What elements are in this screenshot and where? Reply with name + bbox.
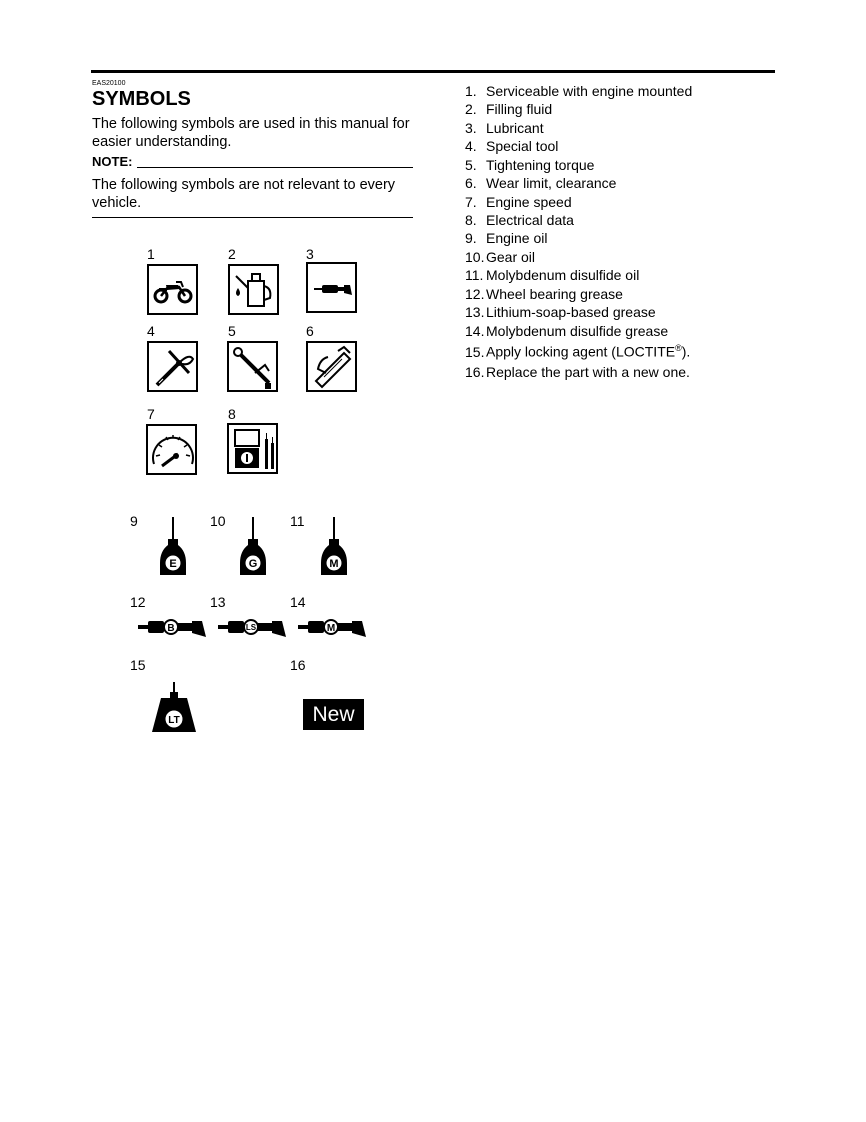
grease-gun-icon <box>306 262 357 313</box>
symbol-number: 12 <box>130 594 146 610</box>
oil-bottle-icon <box>158 517 188 577</box>
item-number: 14. <box>465 323 485 339</box>
item-text: Special tool <box>486 138 559 154</box>
item-text: Molybdenum disulfide oil <box>486 267 640 283</box>
list-item <box>465 230 548 248</box>
list-item <box>465 212 574 230</box>
list-item <box>465 101 552 119</box>
symbol-number: 3 <box>306 246 314 262</box>
item-text: Wheel bearing grease <box>486 286 623 302</box>
list-item <box>465 267 639 285</box>
item-text: Tightening torque <box>486 157 595 173</box>
symbol-number: 13 <box>210 594 226 610</box>
list-item <box>465 194 572 212</box>
oil-can-icon <box>228 264 279 315</box>
symbol-number: 4 <box>147 323 155 339</box>
oil-bottle-icon <box>238 517 268 577</box>
item-number: 5. <box>465 157 477 173</box>
item-text: Lubricant <box>486 120 544 136</box>
registered-mark: ® <box>675 343 682 353</box>
symbol-number: 5 <box>228 323 236 339</box>
item-text: Lithium-soap-based grease <box>486 304 656 320</box>
symbol-number: 7 <box>147 406 155 422</box>
locking-agent-bottle-icon <box>151 682 197 734</box>
item-text: Serviceable with engine mounted <box>486 83 693 99</box>
symbol-number: 6 <box>306 323 314 339</box>
torque-wrench-icon <box>227 341 278 392</box>
tachometer-icon <box>146 424 197 475</box>
item-text: Electrical data <box>486 212 574 228</box>
item-text: Replace the part with a new one. <box>486 364 690 380</box>
note-label: NOTE: <box>92 154 133 169</box>
special-tool-icon <box>147 341 198 392</box>
item-number: 13. <box>465 304 485 320</box>
new-part-badge: New <box>303 699 364 730</box>
section-code: EAS20100 <box>92 80 126 87</box>
item-number: 2. <box>465 101 477 117</box>
item-number: 4. <box>465 138 477 154</box>
note-text: The following symbols are not relevant to every vehicle. <box>92 177 396 211</box>
caliper-icon <box>306 341 357 392</box>
symbol-number: 2 <box>228 246 236 262</box>
item-text: Wear limit, clearance <box>486 175 617 191</box>
list-item <box>465 249 535 267</box>
bottle-letter: E <box>169 558 177 570</box>
list-item <box>465 157 594 175</box>
list-item <box>465 175 616 193</box>
item-number: 12. <box>465 286 485 302</box>
note-header <box>92 154 413 170</box>
intro-text: The following symbols are used in this manual for easier understanding. <box>92 116 410 150</box>
item-number: 1. <box>465 83 477 99</box>
bottle-letter: LT <box>168 715 180 726</box>
motorcycle-icon <box>147 264 198 315</box>
list-item <box>465 138 558 156</box>
item-text: Filling fluid <box>486 101 553 117</box>
symbol-number: 9 <box>130 513 138 529</box>
item-text: Apply locking agent (LOCTITE <box>486 343 676 360</box>
item-text: Engine oil <box>486 230 548 246</box>
item-number: 16. <box>465 364 485 380</box>
grease-icon <box>298 616 368 640</box>
grease-icon <box>138 616 208 640</box>
list-item <box>465 343 690 361</box>
grease-icon <box>218 616 288 640</box>
item-number: 10. <box>465 249 485 265</box>
top-rule <box>91 70 775 73</box>
symbol-number: 15 <box>130 657 146 673</box>
bottle-letter: G <box>248 558 258 570</box>
item-number: 7. <box>465 194 477 210</box>
grease-letter: LS <box>245 623 257 632</box>
item-number: 11. <box>465 267 484 283</box>
list-item <box>465 286 623 304</box>
page-title: SYMBOLS <box>92 88 191 110</box>
item-number: 6. <box>465 175 477 191</box>
symbol-number: 8 <box>228 406 236 422</box>
list-item <box>465 120 544 138</box>
note-end-rule <box>92 217 413 218</box>
oil-bottle-icon <box>319 517 349 577</box>
bottle-letter: M <box>329 558 339 570</box>
multimeter-icon <box>227 423 278 474</box>
item-number: 8. <box>465 212 477 228</box>
note-rule <box>137 167 413 168</box>
list-item <box>465 304 656 322</box>
grease-letter: M <box>326 623 336 634</box>
symbol-number: 10 <box>210 513 226 529</box>
item-number: 9. <box>465 230 477 246</box>
item-text: Engine speed <box>486 194 572 210</box>
list-item <box>465 364 690 382</box>
list-item <box>465 323 668 341</box>
grease-letter: B <box>167 623 175 634</box>
item-number: 3. <box>465 120 477 136</box>
symbol-number: 16 <box>290 657 306 673</box>
symbol-number: 14 <box>290 594 306 610</box>
list-item <box>465 83 692 101</box>
symbol-number: 11 <box>290 513 305 529</box>
symbol-number: 1 <box>147 246 155 262</box>
item-text: Molybdenum disulfide grease <box>486 323 669 339</box>
item-text-tail: ). <box>681 343 691 360</box>
item-text: Gear oil <box>486 249 536 265</box>
item-number: 15. <box>465 343 485 360</box>
